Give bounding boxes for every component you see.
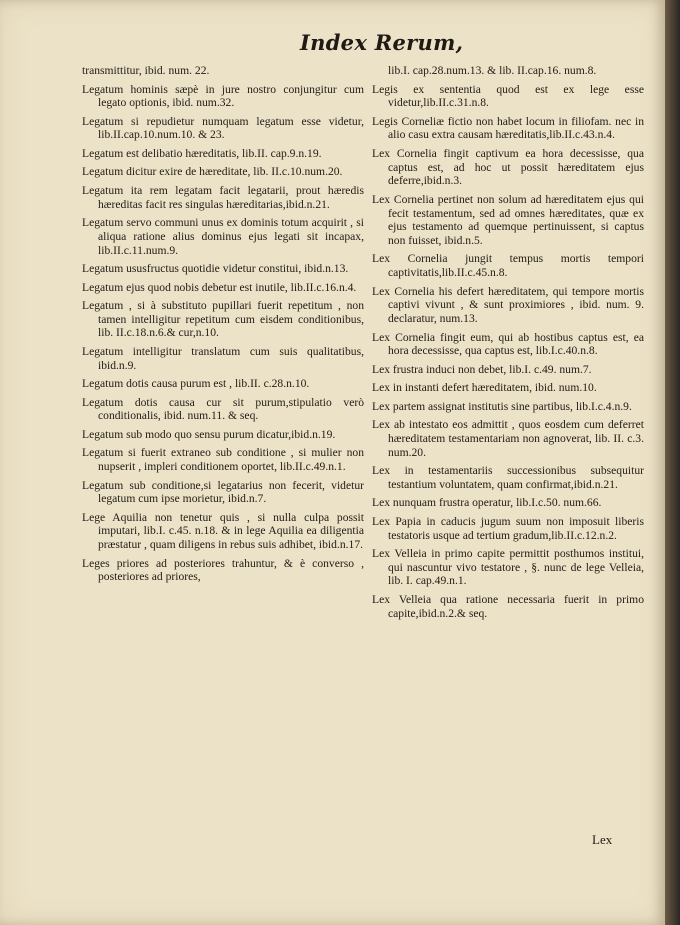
index-entry: Lex in instanti defert hæreditatem, ibid. num.10.: [372, 381, 597, 395]
index-entry: Lex Cornelia fingit captivum ea hora decessisse, qua captus est, ad hoc ut possit hæreditatem ejus deferre,ibid.n.3.: [372, 146, 644, 188]
page-gutter: [665, 0, 680, 925]
index-entry: Legis ex sententia quod est ex lege esse videtur,lib.II.c.31.n.8.: [372, 82, 644, 110]
index-entry: Legatum servo communi unus ex dominis totum acquirit , si aliqua ratione alius dominus ejus legati sit incapax, lib.II.c.11.num.9.: [82, 216, 364, 257]
index-entry: Lex in testamentariis successionibus subsequitur testantium voluntatem, quam confirmat,ibid.n.21.: [372, 464, 644, 491]
index-entry: Legatum dicitur exire de hæreditate, lib. II.c.10.num.20.: [82, 165, 343, 179]
index-entry: Legatum dotis causa cur sit purum,stipulatio verò conditionalis, ibid. num.11. & seq.: [82, 395, 364, 423]
running-head: Index Rerum,: [300, 30, 464, 55]
index-entry: Lex Cornelia his defert hæreditatem, qui tempore mortis captivi vivunt , & sunt proximiores , ibid. num. 9. declaratur, num.13.: [372, 284, 644, 326]
index-entry: Lex Velleia in primo capite permittit posthumos institui, qui nascuntur vivo testatore , §. nunc de lege Velleia, lib. I. cap.49.n.1.: [372, 547, 644, 588]
index-entry: Lex partem assignat institutis sine partibus, lib.I.c.4.n.9.: [372, 399, 632, 413]
index-entry: Legatum si fuerit extraneo sub conditione , si mulier non nupserit , impleri conditionem oportet, lib.II.c.49.n.1.: [82, 446, 364, 474]
index-entry: Legatum , si à substituto pupillari fuerit repetitum , non tamen intelligitur repetitum cum eisdem conditionibus, lib. II.c.18.n.6.& cur,n.10.: [82, 299, 364, 340]
index-entry: Legatum ususfructus quotidie videtur constitui, ibid.n.13.: [82, 262, 349, 276]
index-entry: Lex ab intestato eos admittit , quos eosdem cum deferret hæreditatem testamentariam non agnoverat, lib. II. c.3. num.20.: [372, 418, 644, 459]
index-entry: Legatum dotis causa purum est , lib.II. c.28.n.10.: [82, 377, 310, 391]
index-entry: Legatum ita rem legatam facit legatarii, prout hæredis hæreditas facit res singulas hæreditarias,ibid.n.21.: [82, 183, 364, 211]
index-entry: Legis Corneliæ fictio non habet locum in filiofam. nec in alio casu extra causam hæreditatis,lib.II.c.43.n.4.: [372, 114, 644, 142]
index-entry: Legatum ejus quod nobis debetur est inutile, lib.II.c.16.n.4.: [82, 280, 357, 294]
index-entry: Lex Cornelia pertinet non solum ad hæreditatem ejus qui fecit testamentum, sed ad omnes hæreditates, quæ ex ejus testamento ad quemque pertinuissent, si captus non fuisset, ibid.n.5.: [372, 192, 644, 247]
index-entry: Legatum sub conditione,si legatarius non fecerit, videtur legatum cum ipse morietur, ibid.n.7.: [82, 478, 364, 506]
index-entry: Lex Cornelia jungit tempus mortis tempori captivitatis,lib.II.c.45.n.8.: [372, 252, 644, 280]
index-entry: Legatum hominis sæpè in jure nostro conjungitur cum legato optionis, ibid. num.32.: [82, 82, 364, 110]
index-entry: Lex Velleia qua ratione necessaria fuerit in primo capite,ibid.n.2.& seq.: [372, 592, 644, 620]
catchword: Lex: [592, 832, 613, 847]
index-entry: Lex frustra induci non debet, lib.I. c.49. num.7.: [372, 362, 592, 376]
left-column: [82, 64, 364, 589]
index-entry: Leges priores ad posteriores trahuntur, & è converso , posteriores ad priores,: [82, 556, 364, 584]
index-entry: Lex nunquam frustra operatur, lib.I.c.50. num.66.: [372, 496, 602, 510]
index-entry: Lex Papia in caducis jugum suum non imposuit liberis testatoris usque ad tertium gradum,lib.II.c.12.n.2.: [372, 514, 644, 542]
index-entry-continuation: lib.I. cap.28.num.13. & lib. II.cap.16. num.8.: [388, 64, 597, 77]
index-entry: Lex Cornelia fingit eum, qui ab hostibus captus est, ea hora decessisse, qua captus est, lib.I.c.40.n.8.: [372, 330, 644, 358]
index-entry: transmittitur, ibid. num. 22.: [82, 64, 210, 77]
right-column: [372, 64, 644, 625]
index-entry: Legatum est delibatio hæreditatis, lib.II. cap.9.n.19.: [82, 146, 322, 160]
index-entry: Legatum si repudietur numquam legatum esse videtur, lib.II.cap.10.num.10. & 23.: [82, 114, 364, 142]
index-entry: Legatum sub modo quo sensu purum dicatur,ibid.n.19.: [82, 427, 336, 441]
index-entry: Legatum intelligitur translatum cum suis qualitatibus, ibid.n.9.: [82, 344, 364, 372]
index-entry: Lege Aquilia non tenetur quis , si nulla culpa possit imputari, lib.I. c.45. n.18. & in lege Aquilia ea diligentia præstatur , quam diligens in rebus suis adhibet, ibid.n.17.: [82, 510, 364, 552]
